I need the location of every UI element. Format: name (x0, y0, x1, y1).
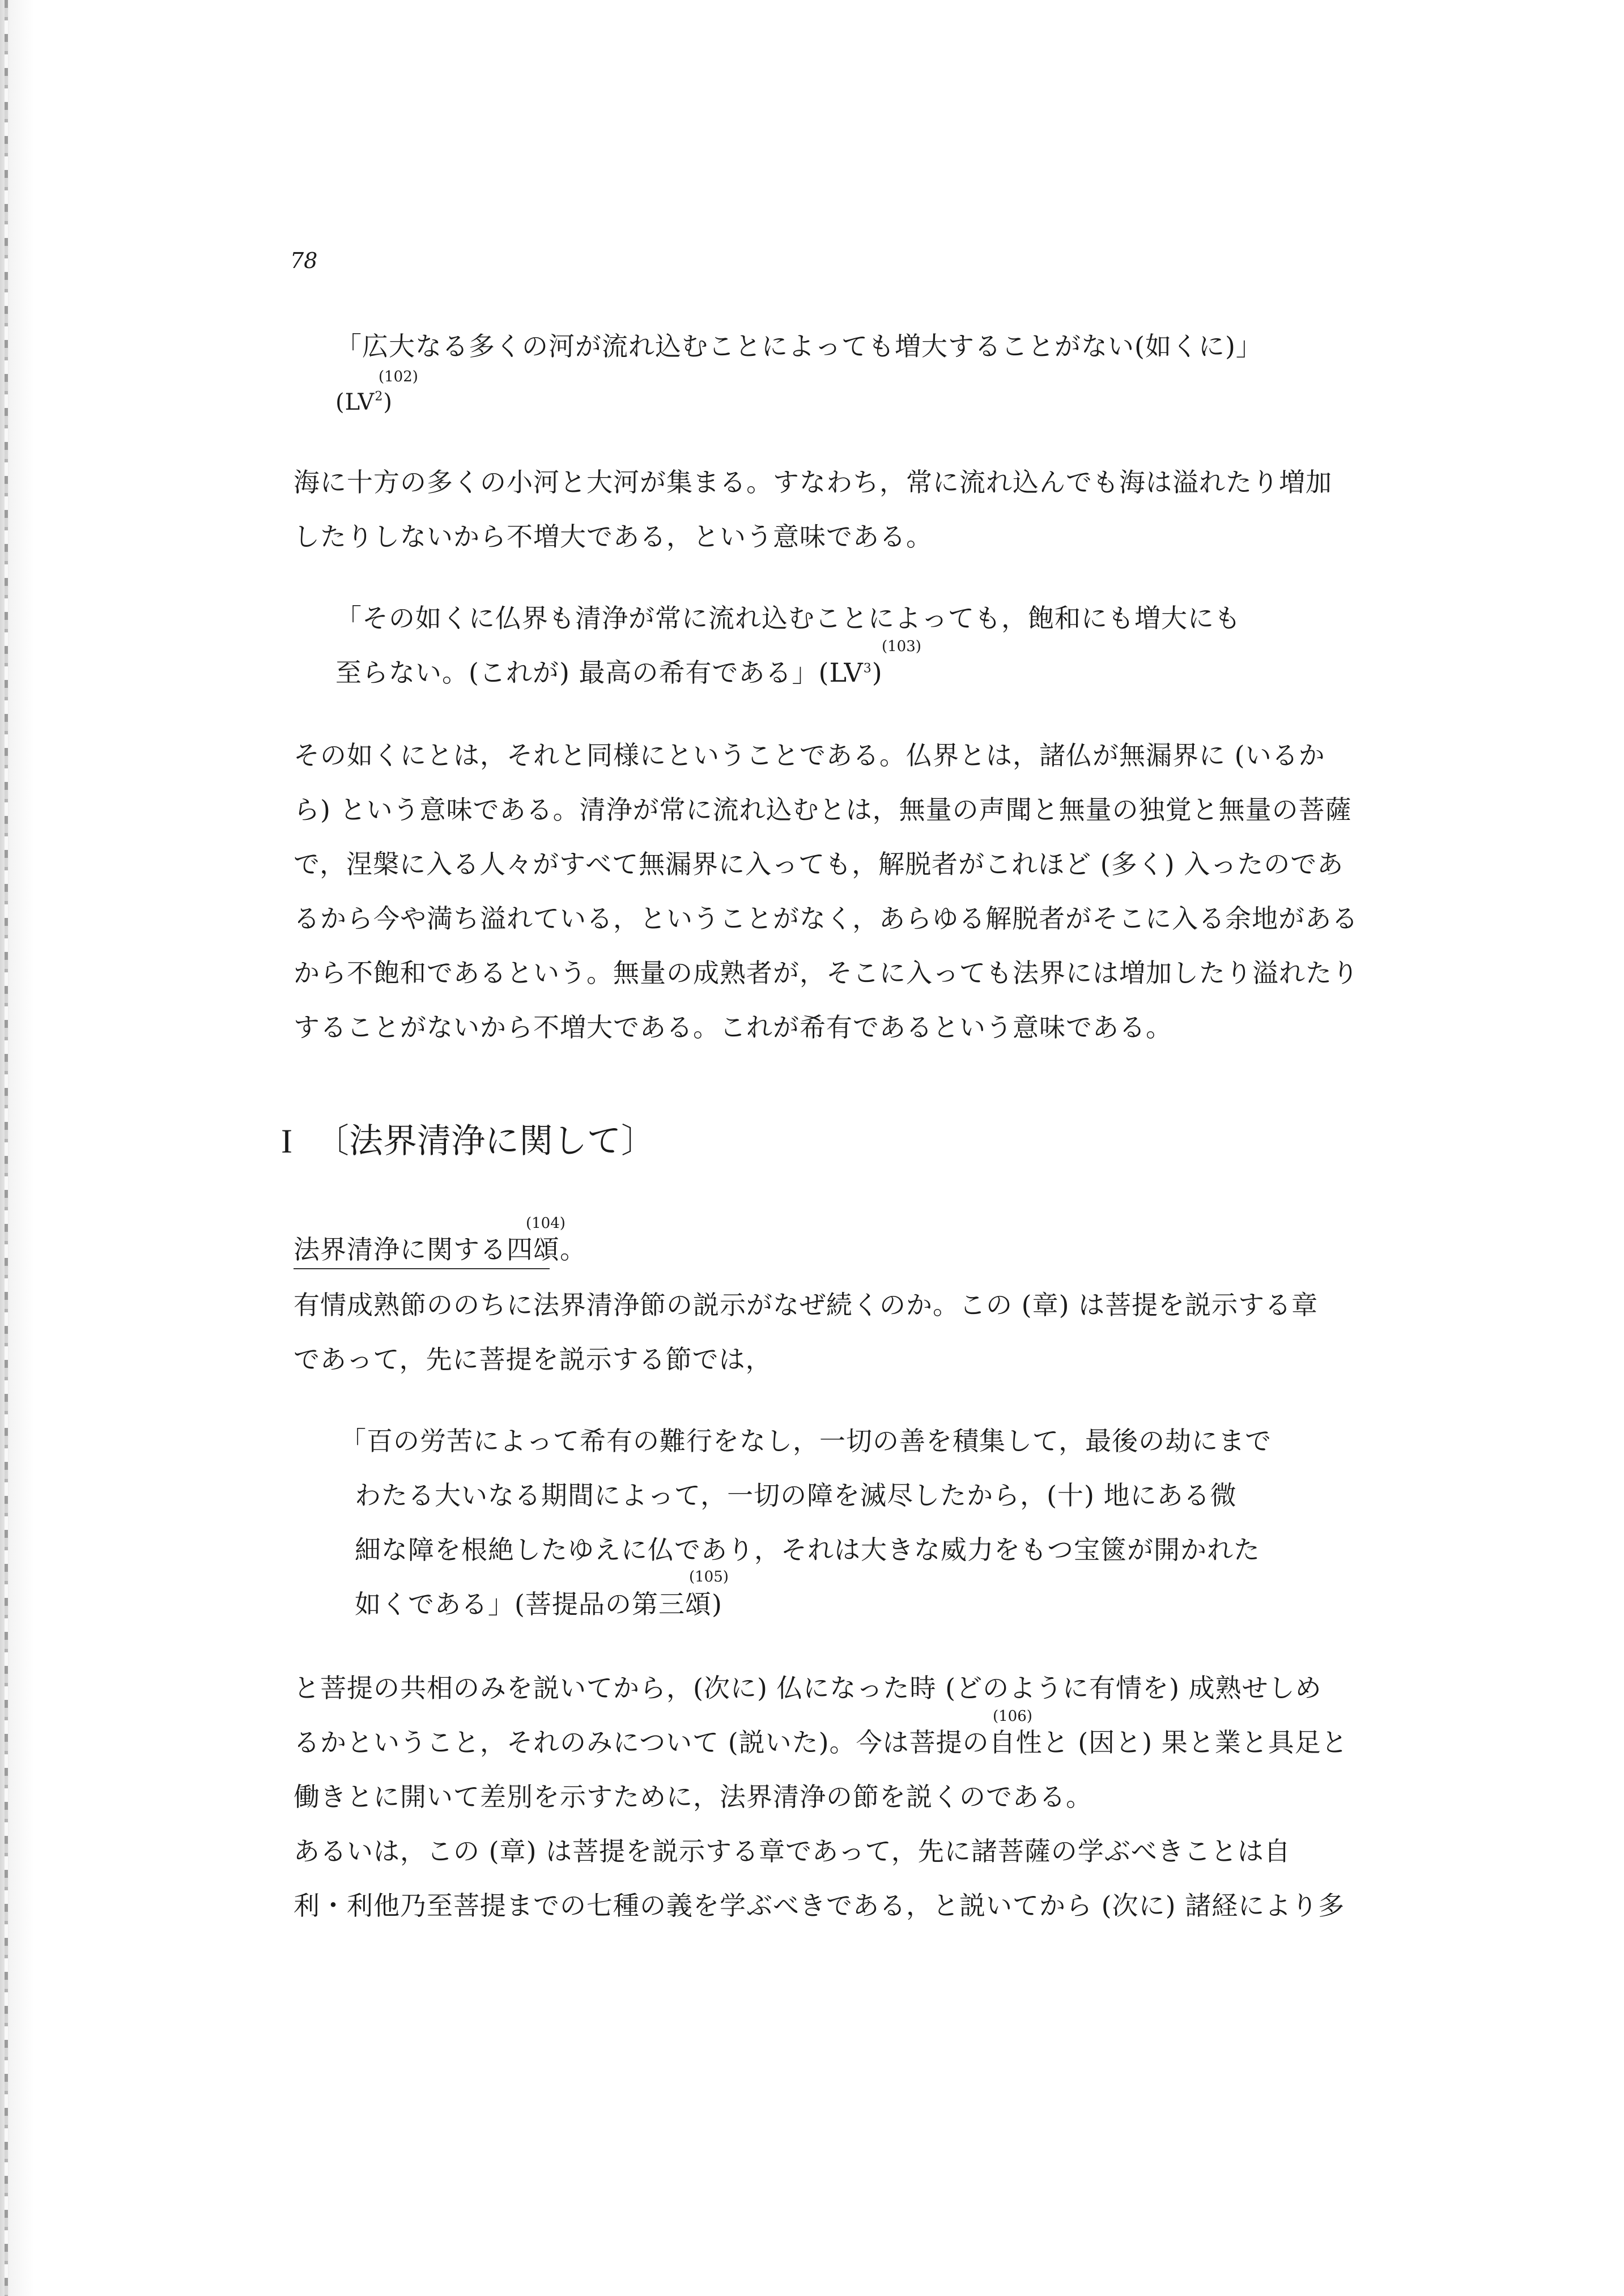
para1-line1: 海に十方の多くの小河と大河が集まる。すなわち，常に流れ込んでも海は溢れたり増加 (294, 467, 1332, 498)
footnote-marker-103: (103) (882, 638, 921, 655)
quote1-line1: 「広大なる多くの河が流れ込むことによっても増大することがない(如くに)」 (335, 331, 1262, 362)
quote2-line1: 「その如くに仏界も清浄が常に流れ込むことによっても，飽和にも増大にも (335, 603, 1241, 633)
section-heading (281, 1121, 655, 1161)
para4-line2: るかということ，それのみについて (説いた)。今は菩提の自性と (因と) 果と業と具足と (294, 1727, 1348, 1758)
footnote-marker-104: (104) (526, 1215, 566, 1232)
subheading-underline (294, 1268, 550, 1269)
page-number: 78 (290, 248, 318, 273)
quote3-line1: 「百の労苦によって希有の難行をなし，一切の善を積集して，最後の劫にまで (340, 1426, 1272, 1456)
quote2-line2: 至らない。(これが) 最高の希有である」$(LV^3)$ (335, 657, 883, 688)
para5-line1: あるいは，この (章) は菩提を説示する章であって，先に諸菩薩の学ぶべきことは自 (294, 1836, 1291, 1866)
quote3-line2: わたる大いなる期間によって，一切の障を滅尽したから，(十) 地にある微 (355, 1480, 1237, 1511)
para1-line2: したりしないから不増大である，という意味である。 (294, 521, 933, 552)
para2-line6: することがないから不増大である。これが希有であるという意味である。 (294, 1012, 1172, 1043)
quote3-line3: 細な障を根絶したゆえに仏であり，それは大きな威力をもつ宝篋が開かれた (355, 1534, 1260, 1565)
section-title: 〔法界清浄に関して〕 (314, 1121, 655, 1161)
footnote-marker-105: (105) (689, 1568, 729, 1585)
para2-line3: で，涅槃に入る人々がすべて無漏界に入っても，解脱者がこれほど (多く) 入ったのであ (294, 849, 1344, 879)
footnote-marker-106: (106) (993, 1708, 1032, 1725)
quote3-line4: 如くである」(菩提品の第三頌) (355, 1589, 722, 1619)
para2-line2: ら) という意味である。清浄が常に流れ込むとは，無量の声聞と無量の独覚と無量の菩薩 (294, 794, 1352, 825)
section-number: I (281, 1123, 292, 1160)
para2-line1: その如くにとは，それと同様にということである。仏界とは，諸仏が無漏界に (いるか (294, 740, 1325, 771)
para4-line3: 働きとに開いて差別を示すために，法界清浄の節を説くのである。 (294, 1781, 1092, 1812)
para2-line4: るから今や満ち溢れている，ということがなく，あらゆる解脱者がそこに入る余地がある (294, 903, 1359, 934)
para3-line1: 有情成熟節ののちに法界清浄節の説示がなぜ続くのか。この (章) は菩提を説示する章 (294, 1290, 1319, 1320)
subheading: 法界清浄に関する四頌。 (294, 1234, 586, 1265)
para4-line1: と菩提の共相のみを説いてから，(次に) 仏になった時 (どのように有情を) 成熟せしめ (294, 1673, 1322, 1703)
para3-line2: であって，先に菩提を説示する節では， (294, 1344, 772, 1375)
para2-line5: から不飽和であるという。無量の成熟者が，そこに入っても法界には増加したり溢れたり (294, 958, 1359, 988)
footnote-marker-102: (102) (379, 368, 418, 385)
quote1-ref: $(LV^2)$ (335, 389, 393, 415)
para5-line2: 利・利他乃至菩提までの七種の義を学ぶべきである，と説いてから (次に) 諸経により多 (294, 1890, 1345, 1921)
